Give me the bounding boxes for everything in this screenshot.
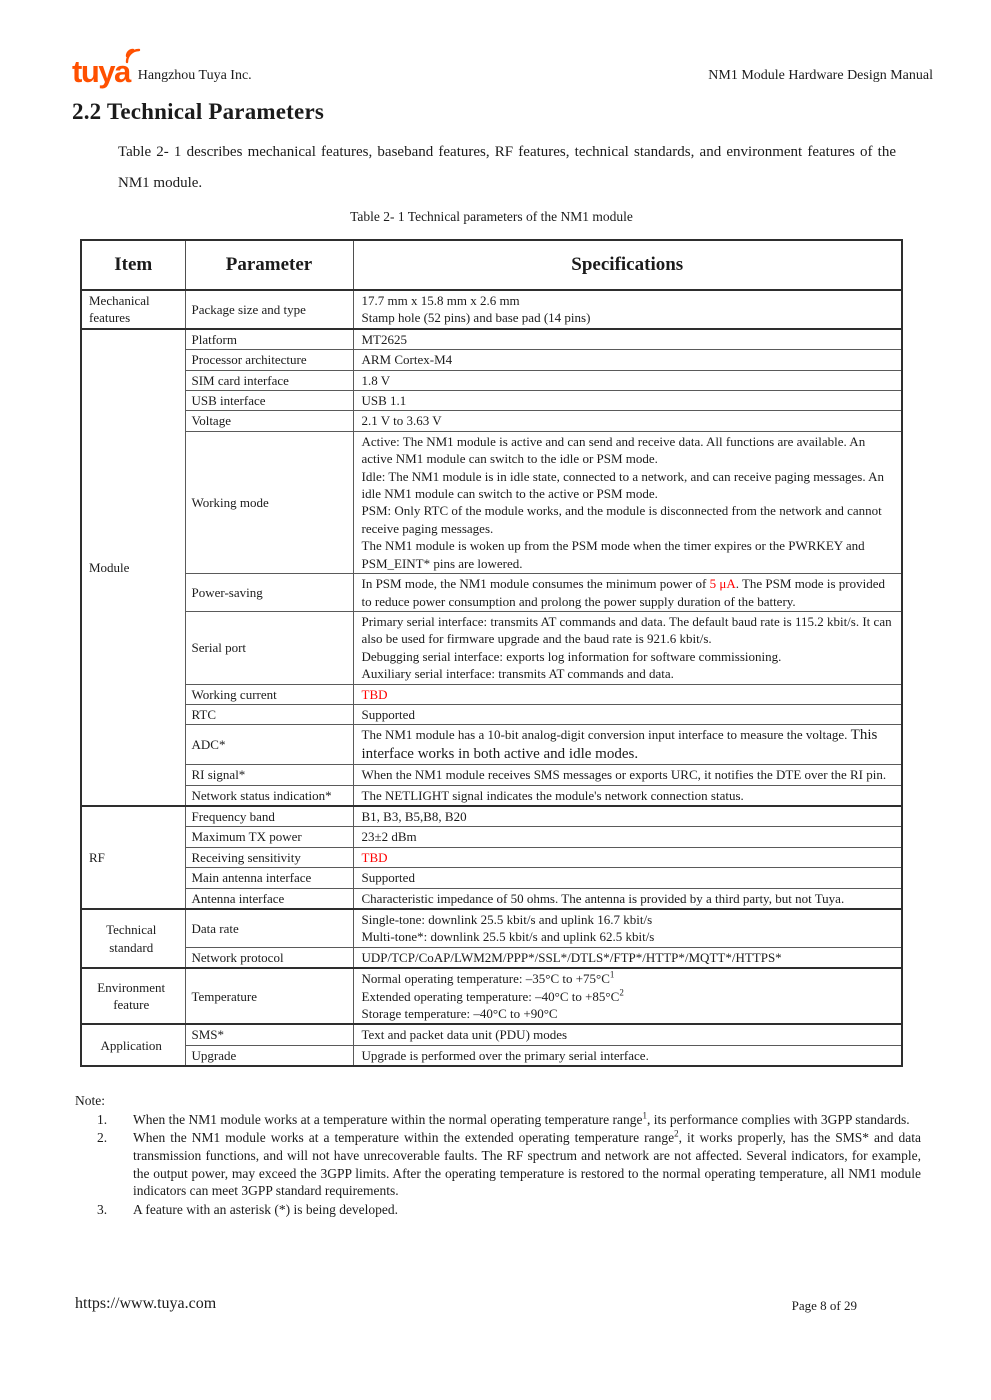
table-row	[81, 968, 902, 1024]
spec-paragraph	[362, 828, 894, 845]
spec-paragraph	[362, 309, 894, 326]
table-row	[81, 370, 902, 390]
text-segment: The NM1 module has a 10-bit analog-digit conversion input interface to measure the voltage.	[361, 727, 851, 743]
parameter-cell: Platform	[185, 329, 353, 350]
parameter-cell: Processor architecture	[185, 350, 353, 370]
spec-table-body	[81, 290, 902, 1066]
parameter-cell: SMS*	[185, 1024, 353, 1045]
parameter-cell: SIM card interface	[185, 370, 353, 390]
parameter-cell: Voltage	[185, 411, 353, 431]
spec-paragraph	[362, 331, 894, 348]
table-row	[81, 684, 902, 704]
spec-cell	[353, 684, 902, 704]
text-segment: Idle: The NM1 module is in idle state, connected to a network, and can receive paging messages. An idle NM1 module can switch to the active or PSM mode.	[361, 468, 884, 502]
text-segment: 17.7 mm x 15.8 mm x 2.6 mm	[361, 293, 520, 308]
table-row	[81, 1024, 902, 1045]
table-row	[81, 1045, 902, 1066]
spec-paragraph	[362, 372, 894, 389]
spec-paragraph	[362, 502, 894, 537]
spec-paragraph	[362, 970, 894, 987]
spec-cell	[353, 785, 902, 806]
spec-paragraph	[362, 433, 894, 468]
text-segment: This interface works in both active and idle modes.	[361, 727, 878, 762]
table-caption: Table 2- 1 Technical parameters of the NM1 module	[350, 209, 633, 224]
technical-parameters-table	[80, 239, 903, 1067]
table-row	[81, 847, 902, 867]
table-row	[81, 431, 902, 573]
page-header	[72, 56, 933, 87]
table-row	[81, 868, 902, 888]
spec-paragraph	[362, 412, 894, 429]
spec-cell	[353, 806, 902, 827]
spec-paragraph	[362, 292, 894, 309]
text-segment: Text and packet data unit (PDU) modes	[361, 1027, 568, 1043]
item-cell: Mechanical features	[81, 290, 185, 329]
spec-cell	[353, 909, 902, 947]
table-row	[81, 611, 902, 684]
text-segment: 2	[619, 987, 624, 998]
parameter-cell: USB interface	[185, 391, 353, 411]
text-segment: 23±2 dBm	[361, 829, 417, 845]
spec-cell	[353, 888, 902, 909]
parameter-cell: Network protocol	[185, 947, 353, 968]
note-item	[75, 1201, 921, 1219]
text-segment: . The PSM mode is provided to reduce power consumption and prolong the power supply duration of the battery.	[361, 576, 885, 609]
text-segment: ARM Cortex-M4	[361, 352, 453, 368]
table-row	[81, 909, 902, 947]
spec-paragraph	[362, 351, 894, 368]
spec-paragraph	[362, 766, 894, 783]
parameter-cell: Antenna interface	[185, 888, 353, 909]
footer-url-link[interactable]: https://www.tuya.com	[75, 1295, 217, 1312]
parameter-cell: Working current	[185, 684, 353, 704]
spec-cell	[353, 827, 902, 847]
text-segment: TBD	[361, 849, 388, 865]
text-segment: Primary serial interface: transmits AT commands and data. The default baud rate is 115.2 kbit/s. It can also be used for firmware upgrade and the baud rate is 921.6 kbit/s.	[361, 613, 892, 647]
text-segment: When the NM1 module works at a temperature within the extended operating temperature range	[133, 1130, 675, 1146]
company-name: Hangzhou Tuya Inc.	[137, 68, 252, 83]
text-segment: When the NM1 module works at a temperature within the normal operating temperature range	[133, 1111, 643, 1127]
spec-cell	[353, 1024, 902, 1045]
spec-cell	[353, 847, 902, 867]
parameter-cell: RTC	[185, 704, 353, 724]
spec-cell	[353, 574, 902, 612]
text-segment: Normal operating temperature: –35°C to +75°C	[361, 971, 610, 987]
note-list	[75, 1111, 921, 1219]
intro-paragraph: Table 2- 1 describes mechanical features, baseband features, RF features, technical standards, and environment features of the NM1 module.	[118, 144, 896, 191]
spec-paragraph	[362, 648, 894, 665]
text-segment: PSM: Only RTC of the module works, and the module is disconnected from the network and cannot receive paging messages.	[361, 503, 882, 536]
tuya-logo-text: tuya	[72, 54, 130, 89]
col-header-specifications: Specifications	[353, 240, 902, 290]
spec-paragraph	[362, 911, 894, 928]
spec-paragraph	[362, 849, 894, 866]
notes-label: Note:	[75, 1093, 105, 1109]
text-segment: Stamp hole (52 pins) and base pad (14 pins)	[361, 310, 591, 326]
spec-paragraph	[362, 665, 894, 682]
spec-cell	[353, 411, 902, 431]
text-segment: 1.8 V	[361, 372, 391, 388]
spec-cell	[353, 350, 902, 370]
spec-cell	[353, 704, 902, 724]
text-segment: B1, B3, B5,B8, B20	[361, 808, 467, 824]
text-segment: Storage temperature: –40°C to +90°C	[361, 1006, 558, 1022]
spec-cell	[353, 725, 902, 765]
col-header-parameter: Parameter	[185, 240, 353, 290]
table-header-row	[81, 240, 902, 290]
table-row	[81, 947, 902, 968]
spec-paragraph	[362, 928, 894, 945]
spec-paragraph	[362, 890, 894, 907]
table-row	[81, 704, 902, 724]
notes-section	[75, 1092, 921, 1218]
table-row	[81, 725, 902, 765]
text-segment: 5 μA	[709, 576, 736, 592]
parameter-cell: ADC*	[185, 725, 353, 765]
parameter-cell: Receiving sensitivity	[185, 847, 353, 867]
spec-cell	[353, 968, 902, 1024]
table-row	[81, 290, 902, 329]
table-row	[81, 391, 902, 411]
spec-paragraph	[362, 1005, 894, 1022]
text-segment: When the NM1 module receives SMS messages or exports URC, it notifies the DTE over the RI pin.	[361, 767, 887, 783]
spec-paragraph	[362, 468, 894, 503]
item-cell: Technical standard	[81, 909, 185, 968]
spec-paragraph	[362, 392, 894, 409]
brand-area	[72, 56, 252, 87]
table-row	[81, 411, 902, 431]
parameter-cell: Maximum TX power	[185, 827, 353, 847]
parameter-cell: Main antenna interface	[185, 868, 353, 888]
spec-paragraph	[362, 537, 894, 572]
parameter-cell: Frequency band	[185, 806, 353, 827]
text-segment: TBD	[361, 686, 388, 702]
parameter-cell: RI signal*	[185, 765, 353, 785]
spec-paragraph	[362, 988, 894, 1005]
spec-paragraph	[362, 1026, 894, 1043]
section-title: 2.2 Technical Parameters	[72, 99, 325, 124]
text-segment: Multi-tone*: downlink 25.5 kbit/s and uplink 62.5 kbit/s	[361, 929, 655, 945]
text-segment: MT2625	[361, 331, 407, 347]
col-header-item: Item	[81, 240, 185, 290]
spec-paragraph	[362, 869, 894, 886]
table-row	[81, 350, 902, 370]
text-segment: , it works properly, has the SMS* and data transmission functions, and will not have unrecoverable faults. The RF spectrum and network are not affected. Several indicators, for example, the output power, may exceed the 3GPP limits. After the operating temperature is restored to the normal operating temperature, all NM1 module indicators can meet 3GPP standard requirements.	[133, 1130, 922, 1199]
doc-title: NM1 Module Hardware Design Manual	[708, 68, 933, 83]
spec-paragraph	[362, 706, 894, 723]
text-segment: 2.1 V to 3.63 V	[361, 413, 442, 429]
table-row	[81, 765, 902, 785]
table-row	[81, 888, 902, 909]
spec-paragraph	[362, 686, 894, 703]
text-segment: Supported	[361, 870, 415, 886]
text-segment: 1	[642, 1110, 647, 1121]
spec-cell	[353, 947, 902, 968]
footer-page-number: Page 8 of 29	[791, 1298, 857, 1313]
text-segment: Extended operating temperature: –40°C to +85°C	[361, 988, 620, 1004]
text-segment: UDP/TCP/CoAP/LWM2M/PPP*/SSL*/DTLS*/FTP*/HTTP*/MQTT*/HTTPS*	[361, 949, 782, 965]
text-segment: Supported	[361, 706, 415, 722]
parameter-cell: Data rate	[185, 909, 353, 947]
text-segment: Active: The NM1 module is active and can send and receive data. All functions are available. An active NM1 module can switch to the idle or PSM mode.	[361, 433, 866, 467]
text-segment: A feature with an asterisk (*) is being developed.	[133, 1201, 399, 1217]
parameter-cell: Serial port	[185, 611, 353, 684]
text-segment: Characteristic impedance of 50 ohms. The antenna is provided by a third party, but not Tuya.	[361, 890, 845, 906]
table-block	[0, 209, 991, 1219]
note-item	[75, 1129, 921, 1199]
text-segment: Single-tone: downlink 25.5 kbit/s and uplink 16.7 kbit/s	[361, 912, 653, 927]
spec-cell	[353, 611, 902, 684]
item-cell: RF	[81, 806, 185, 909]
item-cell: Module	[81, 329, 185, 806]
parameter-cell: Power-saving	[185, 574, 353, 612]
parameter-cell: Temperature	[185, 968, 353, 1024]
table-row	[81, 806, 902, 827]
spec-paragraph	[362, 949, 894, 966]
tuya-logo	[72, 56, 130, 87]
table-row	[81, 574, 902, 612]
spec-cell	[353, 370, 902, 390]
parameter-cell: Upgrade	[185, 1045, 353, 1066]
spec-paragraph	[362, 787, 894, 804]
spec-cell	[353, 868, 902, 888]
table-row	[81, 785, 902, 806]
parameter-cell: Network status indication*	[185, 785, 353, 806]
table-row	[81, 827, 902, 847]
text-segment: USB 1.1	[361, 393, 407, 409]
parameter-cell: Working mode	[185, 431, 353, 573]
text-segment: 1	[609, 969, 615, 980]
text-segment: , its performance complies with 3GPP standards.	[646, 1111, 910, 1127]
spec-cell	[353, 329, 902, 350]
parameter-cell: Package size and type	[185, 290, 353, 329]
spec-paragraph	[362, 613, 894, 648]
text-segment: In PSM mode, the NM1 module consumes the minimum power of	[361, 576, 710, 592]
signal-waves-icon	[124, 47, 142, 65]
spec-cell	[353, 431, 902, 573]
table-row	[81, 329, 902, 350]
spec-cell	[353, 765, 902, 785]
text-segment: 2	[674, 1128, 679, 1139]
text-segment: Upgrade is performed over the primary serial interface.	[361, 1047, 649, 1063]
text-segment: Debugging serial interface: exports log information for software commissioning.	[361, 648, 782, 664]
item-cell: Application	[81, 1024, 185, 1066]
item-cell: Environment feature	[81, 968, 185, 1024]
spec-cell	[353, 391, 902, 411]
note-item	[75, 1111, 921, 1129]
spec-paragraph	[362, 575, 894, 610]
spec-paragraph	[362, 1047, 894, 1064]
spec-paragraph	[362, 726, 894, 763]
spec-cell	[353, 290, 902, 329]
spec-paragraph	[362, 808, 894, 825]
text-segment: The NM1 module is woken up from the PSM mode when the timer expires or the PWRKEY and PSM_EINT* pins are lowered.	[361, 538, 865, 571]
text-segment: The NETLIGHT signal indicates the module's network connection status.	[361, 787, 744, 803]
spec-cell	[353, 1045, 902, 1066]
text-segment: Auxiliary serial interface: transmits AT commands and data.	[361, 666, 674, 682]
